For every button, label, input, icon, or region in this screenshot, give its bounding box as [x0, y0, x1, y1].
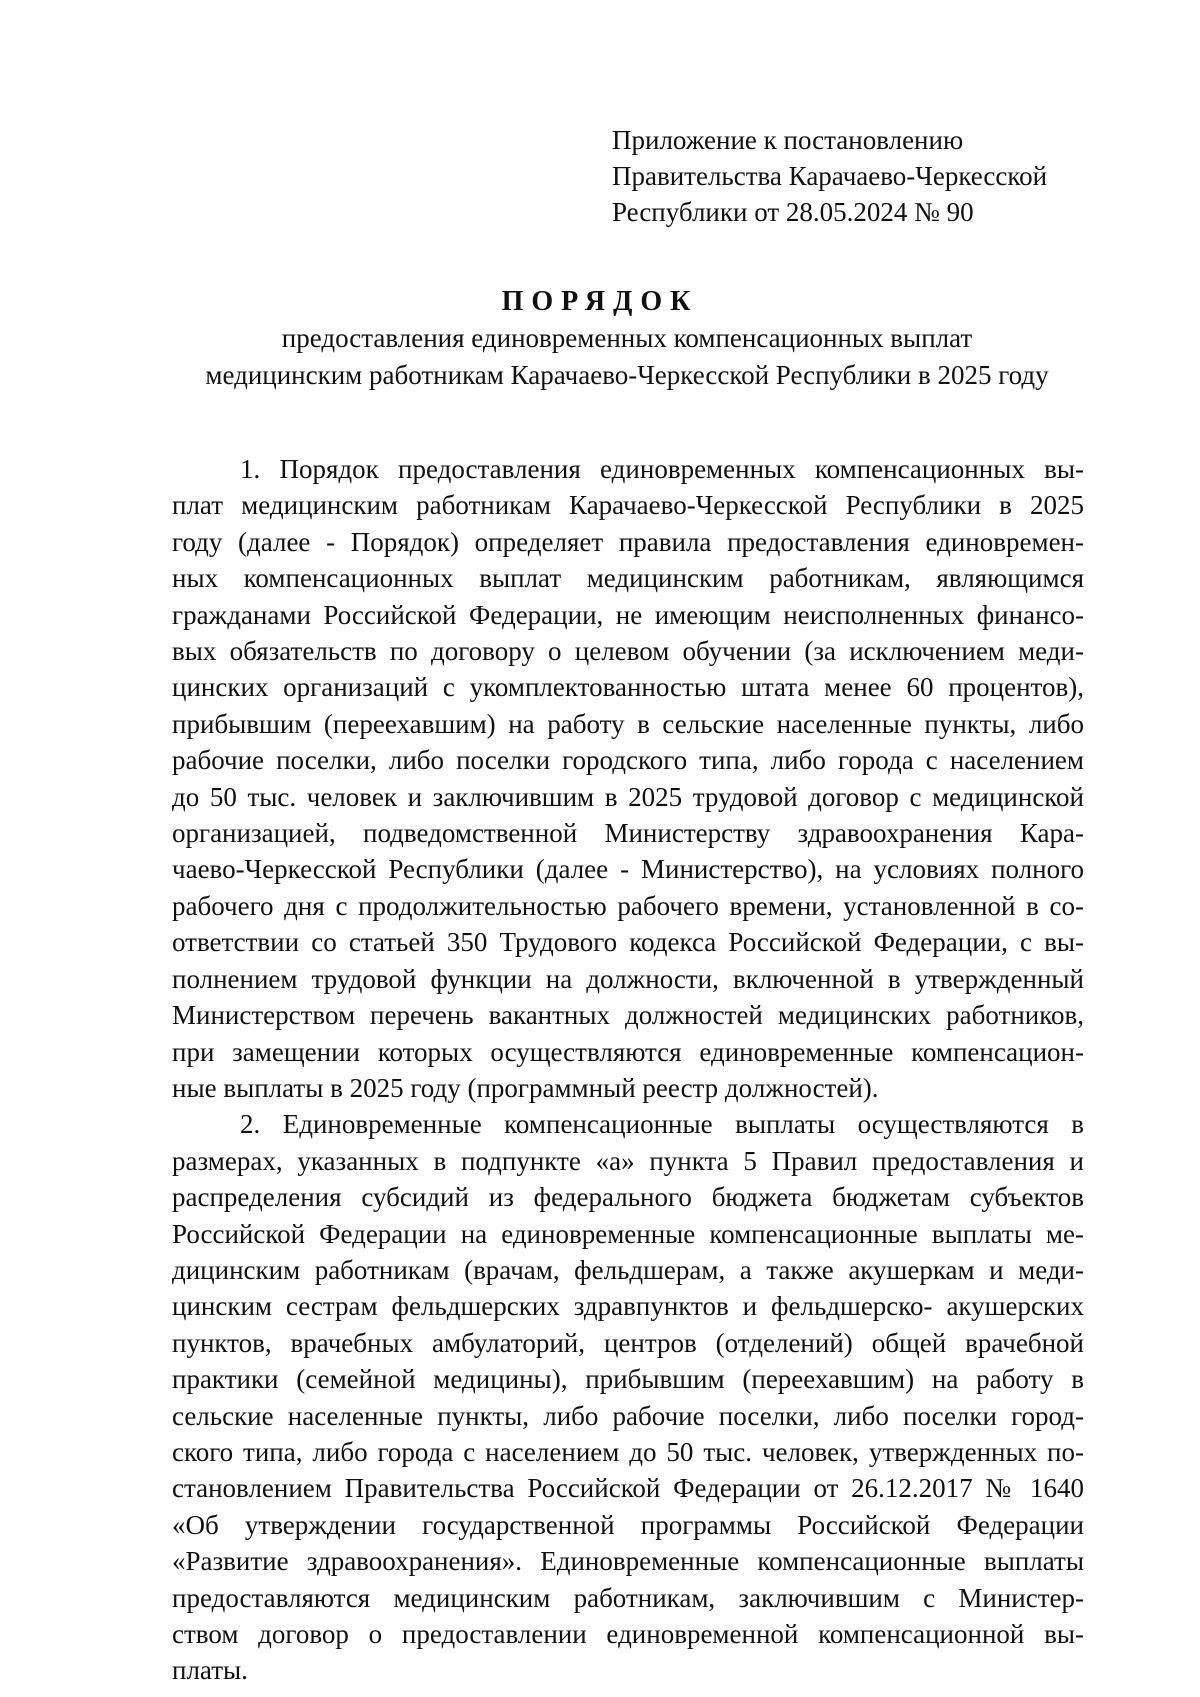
document-subtitle	[160, 320, 1094, 394]
paragraph-line: 2. Единовременные компенсационные выплаты осуществляются в	[240, 1109, 1084, 1140]
paragraph-line: сельские населенные пункты, либо рабочие поселки, либо поселки город-	[172, 1400, 1084, 1431]
paragraph-line: ные выплаты в 2025 году (программный реестр должностей).	[172, 1072, 879, 1103]
subtitle-line: медицинским работникам Карачаево-Черкесской Республики в 2025 году	[205, 360, 1049, 390]
paragraph-line: до 50 тыс. человек и заключившим в 2025 трудовой договор с медицинской	[172, 781, 1084, 812]
paragraph-line: платы.	[172, 1655, 248, 1686]
paragraph-line: ского типа, либо города с населением до 50 тыс. человек, утвержденных по-	[172, 1436, 1084, 1467]
paragraph-line: ством договор о предоставлении единовременной компенсационной вы-	[172, 1619, 1084, 1649]
paragraph-line: практики (семейной медицины), прибывшим (переехавшим) на работу в	[172, 1364, 1084, 1395]
subtitle-line: предоставления единовременных компенсационных выплат	[281, 323, 973, 353]
paragraph-line: становлением Правительства Российской Федерации от 26.12.2017 № 1640	[172, 1473, 1084, 1504]
paragraph-line: ных компенсационных выплат медицинским работникам, являющимся	[172, 563, 1084, 594]
paragraph-line: ответствии со статьей 350 Трудового кодекса Российской Федерации, с вы-	[172, 927, 1084, 958]
paragraph-line: размерах, указанных в подпункте «а» пункта 5 Правил предоставления и	[172, 1145, 1084, 1176]
paragraph-line: «Об утверждении государственной программы Российской Федерации	[172, 1509, 1084, 1540]
paragraph-line: предоставляются медицинским работникам, заключившим с Министер-	[172, 1582, 1084, 1613]
paragraph-line: вых обязательств по договору о целевом обучении (за исключением меди-	[172, 636, 1084, 667]
paragraph-line: чаево-Черкесской Республики (далее - Министерство), на условиях полного	[172, 854, 1084, 885]
appendix-line: Правительства Карачаево-Черкесской	[612, 161, 1048, 191]
paragraph-line: Российской Федерации на единовременные компенсационные выплаты ме-	[172, 1218, 1084, 1249]
paragraph-line: рабочие поселки, либо поселки городского типа, либо города с населением	[172, 745, 1084, 776]
paragraph-line: пунктов, врачебных амбулаторий, центров (отделений) общей врачебной	[172, 1327, 1084, 1358]
paragraph-line: при замещении которых осуществляются единовременные компенсацион-	[172, 1036, 1084, 1067]
paragraph-line: прибывшим (переехавшим) на работу в сельские населенные пункты, либо	[172, 708, 1084, 739]
appendix-reference	[612, 122, 1047, 230]
paragraph-line: рабочего дня с продолжительностью рабочего времени, установленной в со-	[172, 890, 1084, 921]
appendix-line: Приложение к постановлению	[612, 125, 964, 155]
document-body	[172, 451, 1084, 1689]
paragraph-line: Министерством перечень вакантных должностей медицинских работников,	[172, 1000, 1084, 1031]
document-title: ПОРЯДОК	[501, 286, 699, 317]
paragraph-line: дицинским работникам (врачам, фельдшерам, а также акушеркам и меди-	[172, 1254, 1084, 1285]
paragraph-2	[172, 1106, 1084, 1689]
paragraph-line: полнением трудовой функции на должности, включенной в утвержденный	[172, 963, 1084, 994]
paragraph-line: цинским сестрам фельдшерских здравпунктов и фельдшерско- акушерских	[172, 1291, 1084, 1322]
appendix-line: Республики от 28.05.2024 № 90	[612, 197, 974, 227]
paragraph-line: 1. Порядок предоставления единовременных компенсационных вы-	[240, 454, 1084, 484]
paragraph-1	[172, 451, 1084, 1106]
paragraph-line: году (далее - Порядок) определяет правила предоставления единовремен-	[172, 526, 1084, 557]
paragraph-line: гражданами Российской Федерации, не имеющим неисполненных финансо-	[172, 599, 1084, 630]
paragraph-line: распределения субсидий из федерального бюджета бюджетам субъектов	[172, 1182, 1084, 1213]
paragraph-line: цинских организаций с укомплектованностью штата менее 60 процентов),	[172, 672, 1084, 703]
paragraph-line: «Развитие здравоохранения». Единовременные компенсационные выплаты	[172, 1546, 1084, 1577]
paragraph-line: плат медицинским работникам Карачаево-Черкесской Республики в 2025	[172, 490, 1084, 521]
paragraph-line: организацией, подведомственной Министерству здравоохранения Кара-	[172, 818, 1084, 849]
